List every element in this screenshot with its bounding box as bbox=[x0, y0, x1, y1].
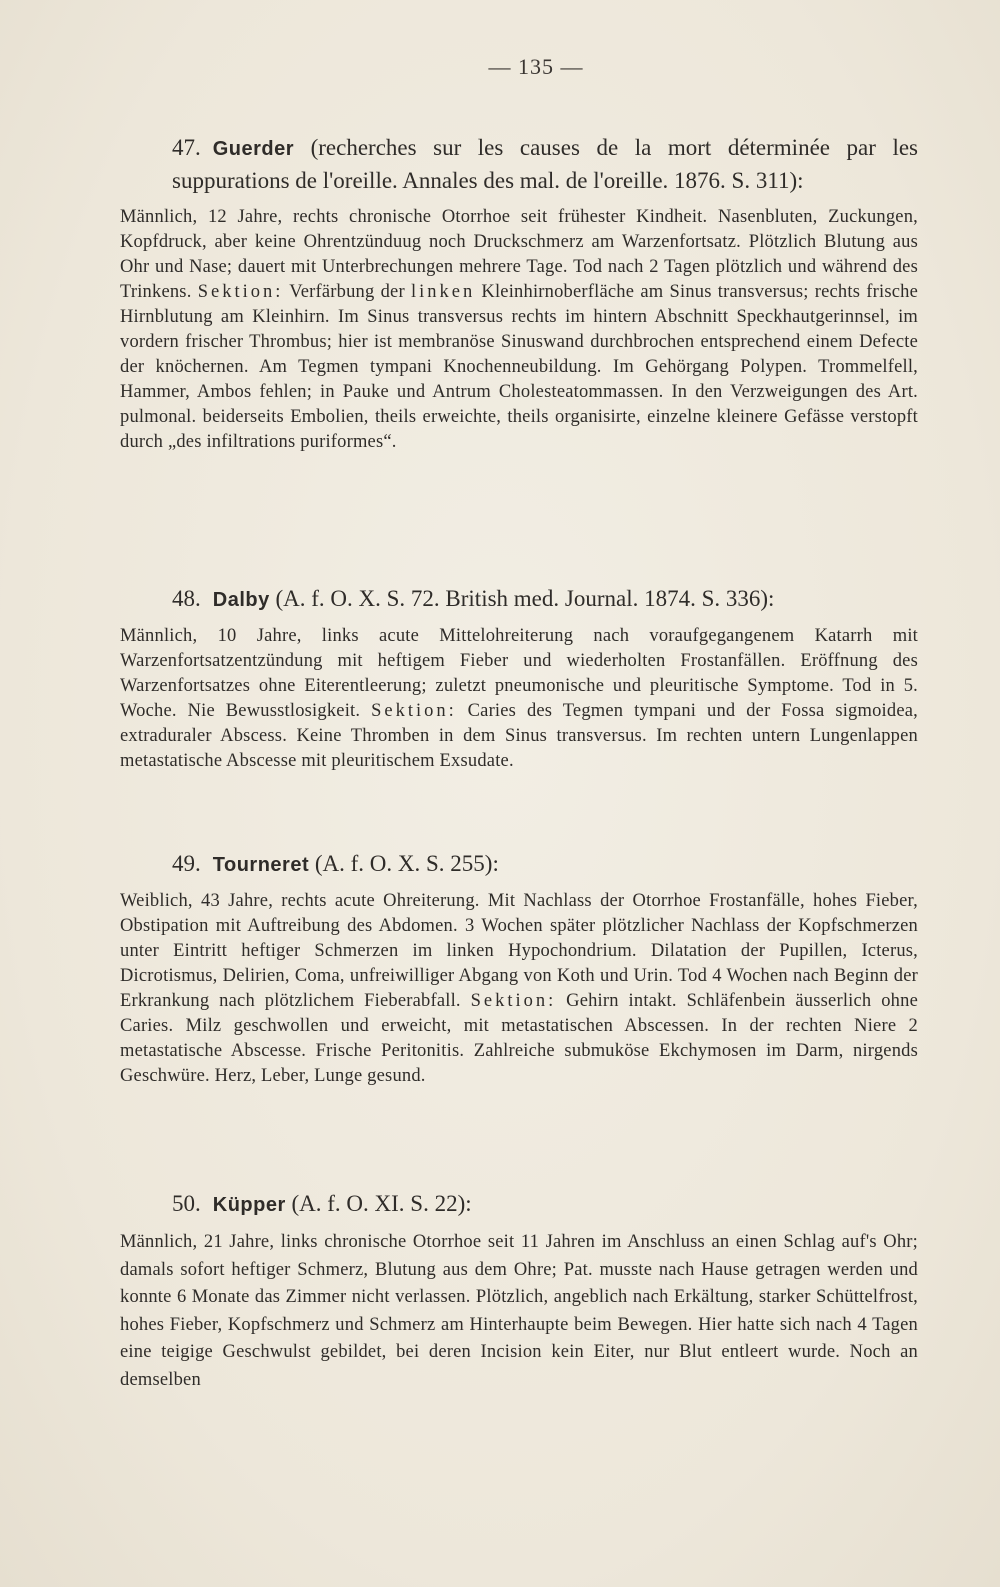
case-heading bbox=[120, 583, 918, 616]
case-number: 47. bbox=[172, 135, 201, 160]
case-number: 49. bbox=[172, 851, 201, 876]
sektion-label: Sektion: bbox=[470, 991, 557, 1011]
case-citation: (recherches sur les causes de la mort déterminée par les suppurations de l'oreille. Annales des mal. de l'oreille. 1876. S. 311): bbox=[172, 135, 919, 193]
case-entry-48 bbox=[120, 583, 918, 774]
case-citation: (A. f. O. X. S. 72. British med. Journal. 1874. S. 336): bbox=[275, 586, 775, 611]
case-citation: (A. f. O. X. S. 255): bbox=[314, 851, 499, 876]
case-text: Männlich, 12 Jahre, rechts chronische Otorrhoe seit frühester Kindheit. Nasenbluten, Zuckungen, Kopfdruck, aber keine Ohrentzünduug noch Druckschmerz am Warzenfortsatz. Plötzlich Blutung aus Ohr und Nase; dauert mit Unterbrechungen mehrere Tage. Tod nach 2 Tagen plötzlich und während des Trinkens. bbox=[120, 207, 918, 302]
case-text: Männlich, 10 Jahre, links acute Mittelohreiterung nach voraufgegangenem Katarrh mit Warzenfortsatzentzündung mit heftigem Fieber und wiederholten Frostanfällen. Eröffnung des Warzenfortsatzes ohne Eiterentleerung; zuletzt pneumonische und pleuritische Symptome. Tod in 5. Woche. Nie Bewusstlosigkeit. bbox=[120, 626, 918, 721]
case-author: Guerder bbox=[212, 138, 295, 160]
case-citation: (A. f. O. XI. S. 22): bbox=[291, 1191, 472, 1216]
case-entry-47 bbox=[120, 132, 918, 455]
case-description bbox=[120, 889, 918, 1089]
case-text: Verfärbung der bbox=[283, 282, 411, 302]
case-heading bbox=[120, 848, 918, 881]
page-number: — 135 — bbox=[488, 54, 584, 79]
sektion-label: Sektion: bbox=[197, 282, 284, 302]
emphasis-linken: linken bbox=[410, 282, 476, 302]
case-description bbox=[120, 624, 918, 774]
case-text: Männlich, 21 Jahre, links chronische Otorrhoe seit 11 Jahren im Anschluss an einen Schlag auf's Ohr; damals sofort heftiger Schmerz, Blutung aus dem Ohre; Pat. musste nach Hause getragen werden und konnte 6 Monate das Zimmer nicht verlassen. Plötzlich, angeblich nach Erkältung, starker Schüttelfrost, hohes Fieber, Kopfschmerz und Schmerz am Hinterhaupte beim Bewegen. Hier hatte sich nach 4 Tagen eine teigige Geschwulst gebildet, bei deren Incision kein Eiter, nur Blut entleert wurde. Noch an demselben bbox=[120, 1232, 918, 1390]
case-heading bbox=[120, 1188, 918, 1221]
case-description bbox=[120, 1229, 918, 1394]
case-author: Dalby bbox=[212, 589, 270, 611]
case-entry-49 bbox=[120, 848, 918, 1089]
case-description bbox=[120, 205, 918, 455]
case-text: Gehirn intakt. Schläfenbein äusserlich ohne Caries. Milz geschwollen und erweicht, mit metastatischen Abscessen. In der rechten Niere 2 metastatische Abscesse. Frische Peritonitis. Zahlreiche submuköse Ekchymosen im Darm, nirgends Geschwüre. Herz, Leber, Lunge gesund. bbox=[120, 991, 918, 1086]
case-number: 48. bbox=[172, 586, 201, 611]
case-entry-50 bbox=[120, 1188, 918, 1394]
case-text: Weiblich, 43 Jahre, rechts acute Ohreiterung. Mit Nachlass der Otorrhoe Frostanfälle, hohes Fieber, Obstipation mit Auftreibung des Abdomen. 3 Wochen später plötzlicher Nachlass der Kopfschmerzen unter Eintritt heftiger Schmerzen im linken Hypochondrium. Dilatation der Pupillen, Icterus, Dicrotismus, Delirien, Coma, unfreiwilliger Abgang von Koth und Urin. Tod 4 Wochen nach Beginn der Erkrankung nach plötzlichem Fieberabfall. bbox=[120, 891, 918, 1011]
case-heading bbox=[120, 132, 918, 197]
sektion-label: Sektion: bbox=[371, 701, 457, 721]
case-author: Tourneret bbox=[212, 854, 310, 876]
case-author: Küpper bbox=[212, 1194, 286, 1216]
case-number: 50. bbox=[172, 1191, 201, 1216]
case-text: Caries des Tegmen tympani und der Fossa sigmoidea, extraduraler Abscess. Keine Thromben in dem Sinus transversus. Im rechten untern Lungenlappen metastatische Abscesse mit pleuritischem Exsudate. bbox=[120, 701, 918, 771]
case-text: Kleinhirnoberfläche am Sinus transversus; rechts frische Hirnblutung am Kleinhirn. Im Sinus transversus rechts im hintern Abschnitt Speckhautgerinnsel, im vordern frischer Thrombus; hier ist membranöse Sinuswand durchbrochen entsprechend einem Defecte der knöchernen. Am Tegmen tympani Knochenneubildung. Im Gehörgang Polypen. Trommelfell, Hammer, Ambos fehlen; in Pauke und Antrum Cholesteatommassen. In den Verzweigungen des Art. pulmonal. beiderseits Embolien, theils erweichte, theils organisirte, einzelne kleinere Gefässe verstopft durch „des infiltrations puriformes“. bbox=[120, 282, 918, 452]
